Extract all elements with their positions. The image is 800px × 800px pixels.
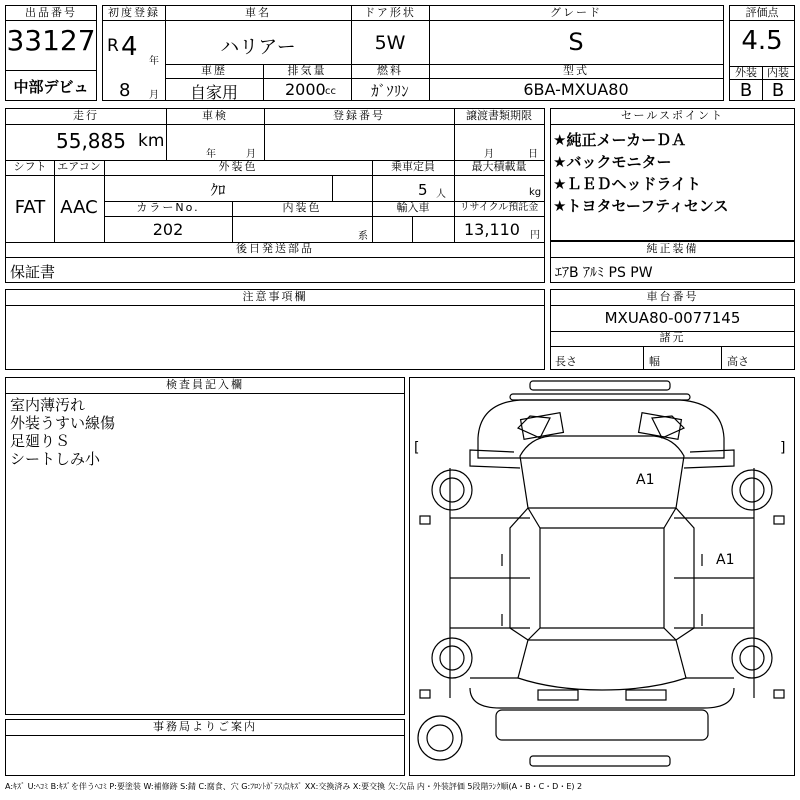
ext-color: ｸﾛ [210,181,226,199]
displacement-unit: cc [325,86,336,97]
equipment-box [550,241,795,283]
sales-points-box [550,108,795,241]
bracket-left: [ [414,440,420,456]
car-name-label: 車名 [245,6,271,19]
width-label: 幅 [649,355,660,368]
height-label: 高さ [727,355,749,368]
reg-no-label: 登録番号 [333,109,385,122]
transfer-month-unit: 月 [484,149,494,160]
inspector-note: 外装うすい線傷 [10,414,116,432]
office-box [5,719,405,776]
shift: FAT [14,197,46,218]
sales-point-item: ★トヨタセーフティセンス [553,197,729,215]
mileage-unit: km [138,131,165,151]
later-parts-label: 後日発送部品 [236,242,314,255]
era: R [107,36,119,56]
fuel-label: 燃料 [377,64,403,77]
inspector-box [5,377,405,715]
reg-month: 8 [119,80,131,101]
history-label: 車歴 [201,64,227,77]
car-diagram-box [409,377,795,776]
length-label: 長さ [555,355,577,368]
recycle-unit: 円 [530,230,540,241]
car-name: ハリアー [220,36,296,58]
max-load-unit: kg [529,187,542,198]
inspection-month-unit: 月 [246,149,256,160]
inspector-label: 検査員記入欄 [6,378,404,394]
model-code: 6BA-MXUA80 [523,80,629,99]
notes-label: 注意事項欄 [6,290,544,306]
int-color-unit: 系 [358,231,368,242]
score-label: 評価点 [730,6,794,21]
inspection-label: 車検 [202,109,228,122]
mileage: 55,885 [56,129,126,153]
int-grade: B [771,80,785,101]
mileage-label: 走行 [73,109,99,122]
color-no: 202 [152,220,184,239]
legend: A:ｷｽﾞ U:ﾍｺﾐ B:ｷｽﾞを伴うﾍｺﾐ P:要塗装 W:補修跡 S:錆 C:腐食、穴 G:ﾌﾛﾝﾄｶﾞﾗｽ点ｷｽﾞ XX:交換済み X:要交換 欠:欠品 内・外装評価 5段階ﾗﾝｸ順(A・B・C・D・E) 2 [5,782,583,791]
ac: AAC [60,197,98,218]
lot-number-box [5,5,97,101]
transfer-day-unit: 日 [528,149,538,160]
grade: S [568,28,584,56]
year-unit: 年 [149,56,159,67]
chassis-number: MXUA80-0077145 [604,309,741,327]
shift-label: シフト [13,160,47,173]
equipment-label: 純正装備 [551,242,794,258]
displacement-label: 排気量 [287,64,327,77]
recycle: 13,110 [464,220,520,239]
dims-label: 諸元 [551,331,794,347]
month-unit: 月 [149,90,159,101]
recycle-label: リサイクル預託金 [459,202,539,213]
ac-label: エアコン [57,160,101,173]
model-label: 型式 [563,64,589,77]
import-label: 輸入車 [396,201,430,214]
later-parts: 保証書 [10,263,56,281]
first-reg-label: 初度登録 [108,6,160,19]
ext-grade: B [739,80,753,101]
sales-point-item: ★バックモニター [553,153,672,171]
inspector-note: シートしみ小 [10,450,101,468]
bracket-right: ] [780,440,786,456]
damage-mark: A1 [716,552,735,568]
capacity-label: 乗車定員 [391,160,435,173]
sales-point-item: ★純正メーカーＤＡ [553,131,687,149]
details-grid [5,108,545,283]
capacity-unit: 人 [436,189,446,200]
score: 4.5 [741,26,783,56]
transfer-label: 譲渡書類期限 [466,109,532,122]
lot-number-label: 出品番号 [6,6,96,21]
capacity: 5 [418,181,428,199]
displacement: 2000 [285,80,326,99]
fuel: ｶﾞｿﾘﾝ [371,82,409,100]
office-label: 事務局よりご案内 [6,720,404,736]
color-no-label: カラーNo. [136,201,200,214]
chassis-label: 車台番号 [551,290,794,306]
car-diagram [410,378,794,775]
int-color-label: 内装色 [282,201,322,214]
reg-year: 4 [121,32,138,62]
grade-label: グレード [550,6,602,19]
ext-color-label: 外装色 [218,160,258,173]
ext-grade-label: 外装 [735,66,757,79]
inspection-year-unit: 年 [206,149,216,160]
history: 自家用 [189,83,238,102]
sales-points-label: セールスポイント [551,109,794,125]
notes-box [5,289,545,370]
score-box [729,5,795,101]
equipment: ｴｱB ｱﾙﾐ PS PW [555,265,653,281]
lot-number: 33127 [6,24,96,57]
venue: 中部デビュ [13,78,89,96]
int-grade-label: 内装 [767,66,789,79]
damage-mark: A1 [636,472,655,488]
sales-point-item: ★ＬＥＤヘッドライト [553,175,701,193]
door-type: 5W [374,32,406,54]
header-grid [102,5,724,101]
inspector-note: 室内薄汚れ [10,396,86,414]
door-label: ドア形状 [364,6,416,19]
inspector-note: 足廻りＳ [10,432,71,450]
chassis-box [550,289,795,370]
max-load-label: 最大積載量 [471,160,527,173]
